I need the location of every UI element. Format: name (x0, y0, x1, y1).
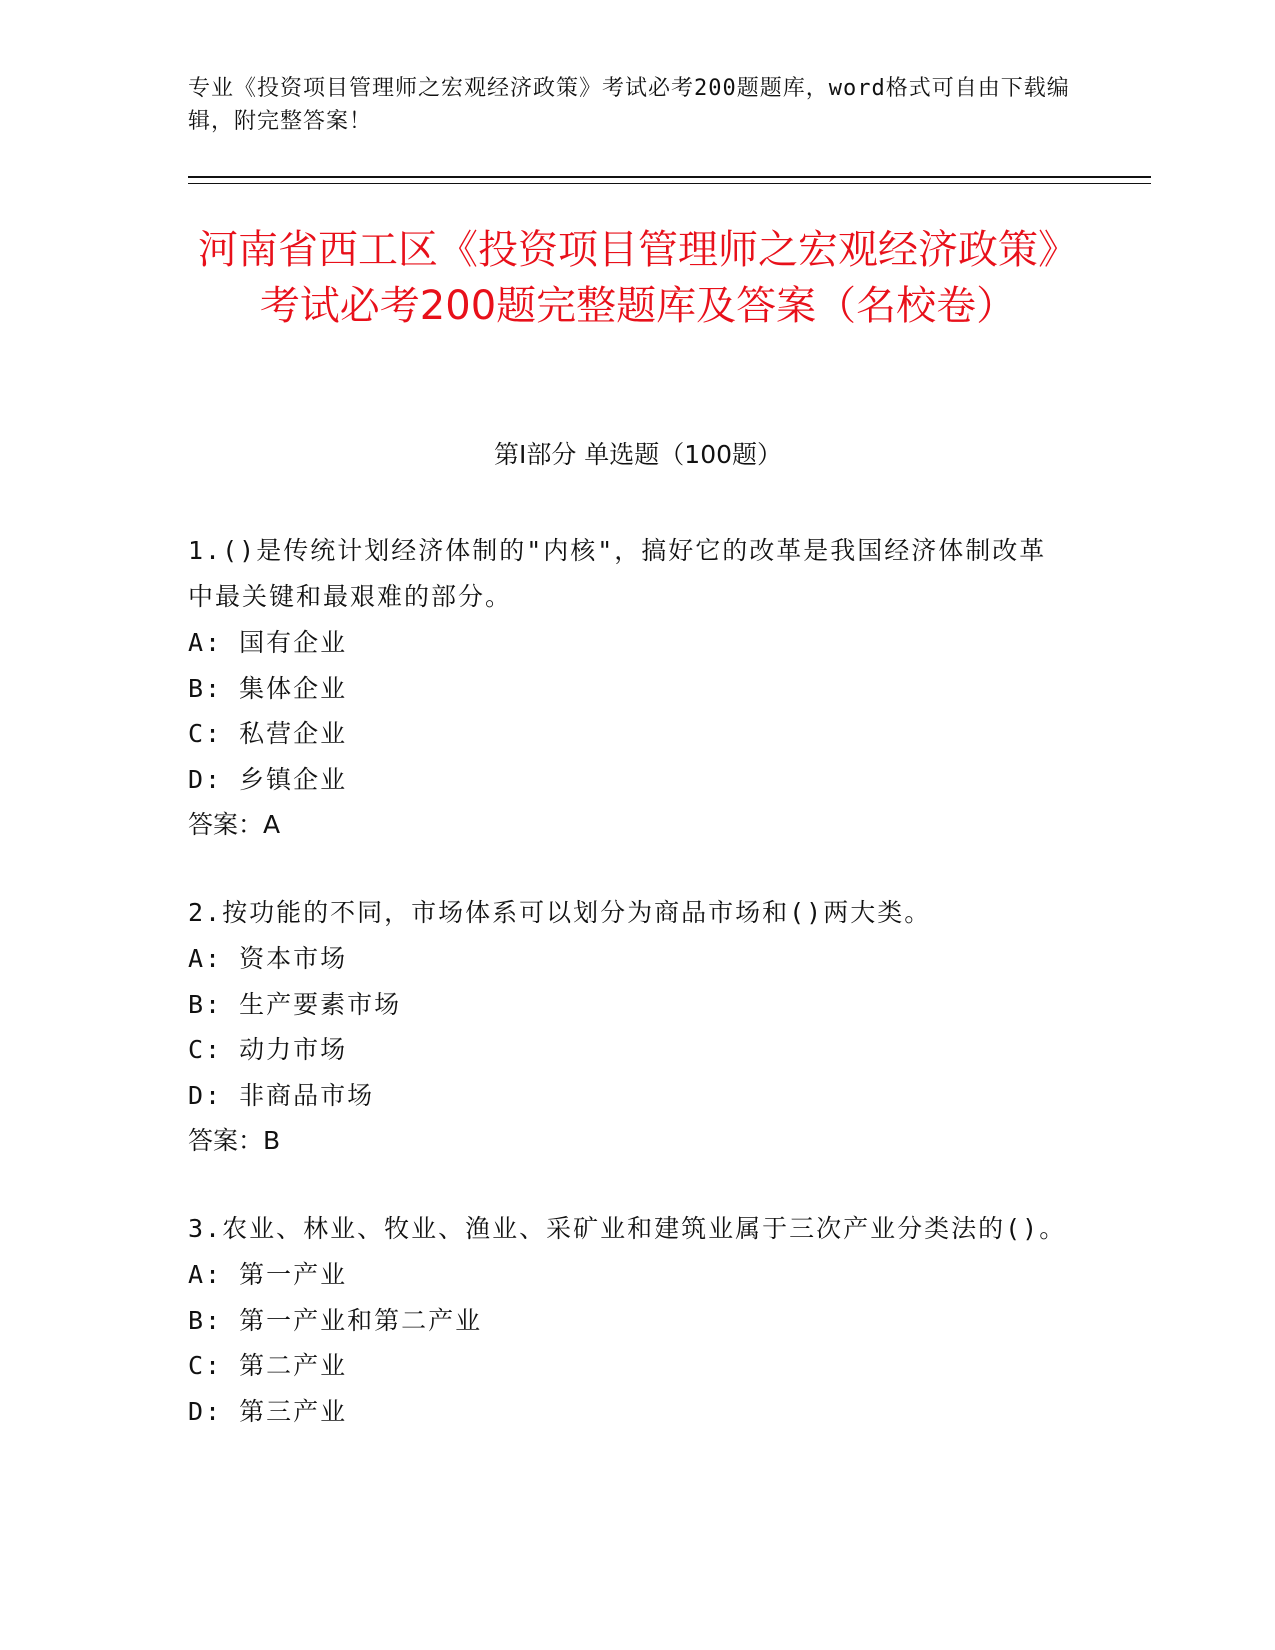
option-c: C: 动力市场 (188, 1035, 348, 1064)
option-c: C: 私营企业 (188, 719, 348, 748)
option-b: B: 集体企业 (188, 673, 348, 703)
option-a: A: 资本市场 (188, 944, 348, 973)
answer-text: 答案：B (188, 1126, 281, 1155)
option-b: B: 生产要素市场 (188, 989, 402, 1019)
document-title: 河南省西工区《投资项目管理师之宏观经济政策》考试必考200题完整题库及答案（名校卷） (198, 227, 1078, 329)
question-text: 2.按功能的不同，市场体系可以划分为商品市场和()两大类。 (188, 898, 932, 927)
header-rule-thin (188, 183, 1151, 184)
option-d: D: 乡镇企业 (188, 764, 348, 794)
option-b: B: 第一产业和第二产业 (188, 1305, 483, 1335)
answer-text: 答案：A (188, 810, 281, 839)
section-heading: 第I部分 单选题（100题） (493, 440, 783, 469)
question-list (188, 528, 1068, 1476)
option-d: D: 第三产业 (188, 1396, 348, 1426)
intro-text: 专业《投资项目管理师之宏观经济政策》考试必考200题题库，word格式可自由下载编辑，附完整答案！ (188, 76, 1070, 134)
option-d: D: 非商品市场 (188, 1080, 375, 1110)
question-item (188, 890, 1068, 1164)
question-item (188, 528, 1068, 848)
question-text: 3.农业、林业、牧业、渔业、采矿业和建筑业属于三次产业分类法的()。 (188, 1214, 1067, 1243)
option-a: A: 国有企业 (188, 628, 348, 657)
question-text: 1.()是传统计划经济体制的"内核"，搞好它的改革是我国经济体制改革中最关键和最艰难的部分。 (188, 536, 1047, 611)
header-rule-thick (188, 176, 1151, 178)
option-c: C: 第二产业 (188, 1351, 348, 1380)
question-item (188, 1206, 1068, 1434)
option-a: A: 第一产业 (188, 1260, 348, 1289)
